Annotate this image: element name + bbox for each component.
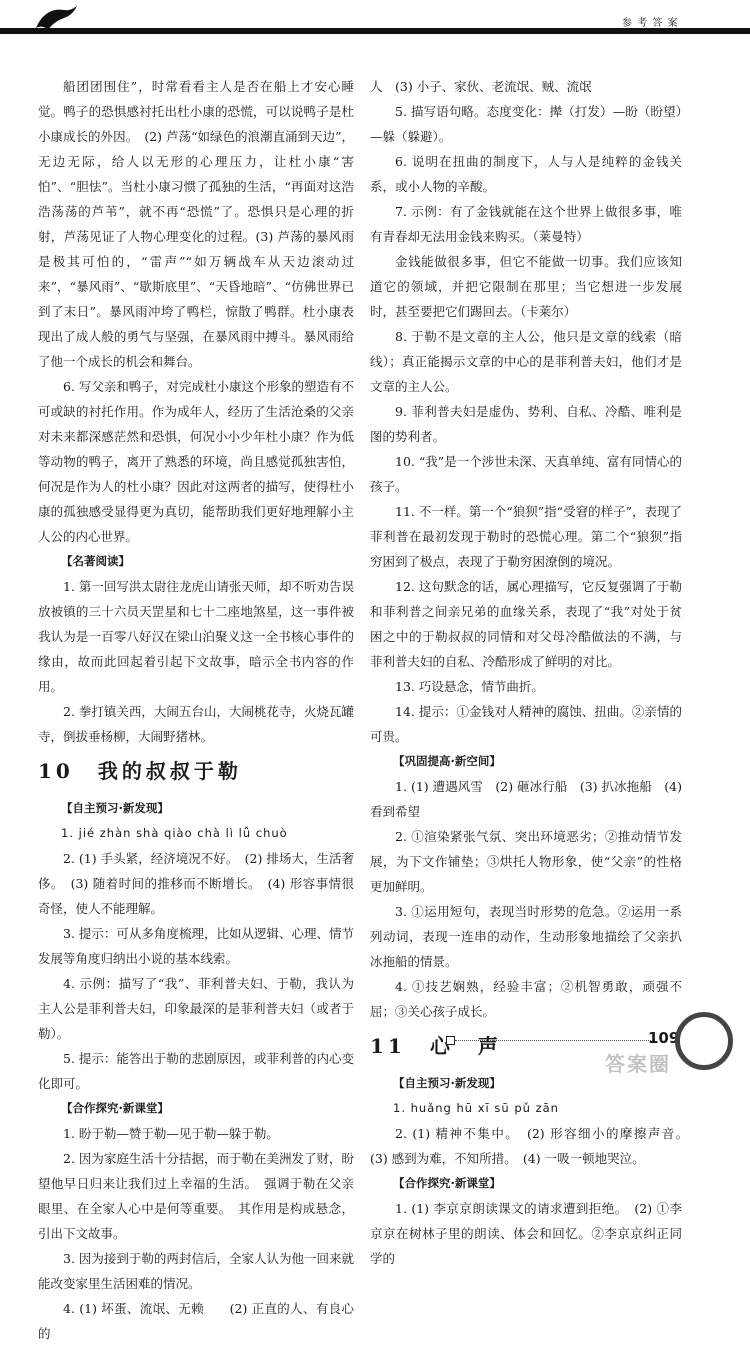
paragraph: 1. 盼于勒—赞于勒—见于勒—躲于勒。 (63, 1126, 279, 1141)
paragraph: 3. ①运用短句，表现当时形势的危急。②运用一系列动词，表现一连串的动作，生动形象地描绘了父亲扒冰拖船的情景。 (370, 904, 682, 969)
section-heading: 【名著阅读】 (61, 554, 130, 568)
paragraph: 1. (1) 遭遇风雪 (2) 砸冰行船 (3) 扒冰拖船 (4) 看到希望 (370, 779, 682, 819)
footer-square-icon (446, 1036, 455, 1045)
paragraph: 1. 第一回写洪太尉往龙虎山请张天师，却不听劝告误放被镇的三十六员天罡星和七十二座地煞星，这一事件被我认为是一百零八好汉在梁山泊聚义这一全书核心事件的缘由，故而此回起着引起下文故事，暗示全书内容的作用。 (38, 579, 354, 694)
section-heading: 【巩固提高·新空间】 (393, 754, 501, 768)
paragraph: 2. (1) 精神不集中。 (2) 形容细小的摩擦声音。 (3) 感到为难，不知所措。 (4) 一吸一顿地哭泣。 (370, 1126, 695, 1166)
paragraph: 4. (1) 坏蛋、流氓、无赖 (2) 正直的人、有良心的 (38, 1301, 354, 1341)
paragraph: 6. 说明在扭曲的制度下，人与人是纯粹的金钱关系，或小人物的辛酸。 (370, 154, 682, 194)
paragraph: 9. 菲利普夫妇是虚伪、势利、自私、冷酷、唯利是图的势利者。 (370, 404, 682, 444)
right-column (370, 74, 695, 1271)
paragraph: 2. 拳打镇关西，大闹五台山，大闹桃花寺，火烧瓦罐寺，倒拔垂杨柳，大闹野猪林。 (38, 704, 354, 744)
lesson-title: 10 我的叔叔于勒 (38, 759, 242, 783)
paragraph: 4. 示例：描写了“我”、菲利普夫妇、于勒，我认为主人公是菲利普夫妇，印象最深的是菲利普夫妇（或者于勒）。 (38, 976, 354, 1041)
paragraph: 12. 这句默念的话，属心理描写，它反复强调了于勒和菲利普之间亲兄弟的血缘关系，表现了“我”对处于贫困之中的于勒叔叔的同情和对父母冷酷做法的不满，与菲利普夫妇的自私、冷酷形成了鲜明的对比。 (370, 579, 682, 669)
paragraph: 1. (1) 李京京朗读课文的请求遭到拒绝。 (2) ①李京京在树林子里的朗读、体会和回忆。②李京京纠正同学的 (370, 1201, 682, 1266)
paragraph: 2. ①渲染紧张气氛、突出环境恶劣；②推动情节发展，为下文作铺垫；③烘托人物形象，使“父亲”的性格更加鲜明。 (370, 829, 682, 894)
page-number: 109 (648, 1029, 680, 1047)
paragraph: 11. 不一样。第一个“狼狈”指“受窘的样子”，表现了菲利普在最初发现于勒时的恐慌心理。第二个“狼狈”指穷困到了极点，表现了于勒穷困潦倒的境况。 (370, 504, 682, 569)
section-heading: 【合作探究·新课堂】 (61, 1101, 169, 1115)
paragraph: 10. “我”是一个涉世未深、天真单纯、富有同情心的孩子。 (370, 454, 682, 494)
left-column (38, 74, 354, 1346)
paragraph: 金钱能做很多事，但它不能做一切事。我们应该知道它的领域，并把它限制在那里；当它想进一步发展时，甚至要把它们踢回去。（卡莱尔） (370, 254, 682, 319)
paragraph: 8. 于勒不是文章的主人公，他只是文章的线索（暗线）；真正能揭示文章的中心的是菲利普夫妇，他们才是文章的主人公。 (370, 329, 682, 394)
header-label: 参 考 答 案 (622, 18, 679, 29)
pinyin-line: 1. huǎng hū xī sū pǔ zān (393, 1101, 559, 1115)
section-heading: 【合作探究·新课堂】 (393, 1176, 501, 1190)
paragraph: 14. 提示：①金钱对人精神的腐蚀、扭曲。②亲情的可贵。 (370, 704, 682, 744)
lesson-title: 11 心 声 (370, 1034, 502, 1058)
paragraph: 6. 写父亲和鸭子，对完成杜小康这个形象的塑造有不可或缺的衬托作用。作为成年人，经历了生活沧桑的父亲对未来都深感茫然和恐惧，何况小小少年杜小康？作为低等动物的鸭子，离开了熟悉的环境，尚且感觉孤独害怕，何况是作为人的杜小康？因此对这两者的描写，使得杜小康的孤独感受显得更为真切，能帮助我们更好地理解小主人公的内心世界。 (38, 379, 354, 544)
paragraph: 3. 提示：可从多角度梳理，比如从逻辑、心理、情节发展等角度归纳出小说的基本线索。 (38, 926, 354, 966)
paragraph: 3. 因为接到于勒的两封信后，全家人认为他一回来就能改变家里生活困难的情况。 (38, 1251, 354, 1291)
paragraph: 船团团围住”，时常看看主人是否在船上才安心睡觉。鸭子的恐惧感衬托出杜小康的恐慌，可以说鸭子是杜小康成长的外因。 (2) 芦荡“如绿色的浪潮直涌到天边”，无边无际，给人以无形的心理压力，让杜小康“害怕”、“胆怯”。当杜小康习惯了孤独的生活，“再面对这浩浩荡荡的芦苇”，就不再“恐慌”了。恐惧只是心理的折射，芦荡见证了人物心理变化的过程。(3) 芦荡的暴风雨是极其可怕的，“雷声”“如万辆战车从天边滚动过来”，“暴风雨”、“歇斯底里”、“天昏地暗”、“仿佛世界已到了末日”。暴风雨冲垮了鸭栏，惊散了鸭群。杜小康表现出了成人般的勇气与坚强，在暴风雨中搏斗。暴风雨给了他一个成长的机会和舞台。 (38, 79, 354, 369)
bird-logo-icon (34, 4, 78, 34)
paragraph: 2. 因为家庭生活十分拮据，而于勒在美洲发了财，盼望他早日归来让我们过上幸福的生活。 强调于勒在父亲眼里、在全家人心中是何等重要。 其作用是构成悬念，引出下文故事。 (38, 1151, 354, 1241)
section-heading: 【自主预习·新发现】 (393, 1076, 501, 1090)
paragraph: 5. 提示：能答出于勒的悲剧原因，或菲利普的内心变化即可。 (38, 1051, 354, 1091)
paragraph: 13. 巧设悬念，情节曲折。 (395, 679, 544, 694)
watermark: 答案圈 (605, 1052, 671, 1076)
section-heading: 【自主预习·新发现】 (61, 801, 169, 815)
paragraph: 2. (1) 手头紧，经济境况不好。 (2) 排场大，生活奢侈。 (3) 随着时间的推移而不断增长。 (4) 形容事情很奇怪，使人不能理解。 (38, 851, 354, 916)
paragraph: 人 (3) 小子、家伙、老流氓、贼、流氓 (370, 79, 592, 94)
paragraph: 4. ①技艺娴熟，经验丰富；②机智勇敢，顽强不屈；③关心孩子成长。 (370, 979, 682, 1019)
footer-divider (455, 1040, 655, 1041)
paragraph: 5. 描写语句略。态度变化：撵（打发）—盼（盼望）—躲（躲避）。 (370, 104, 682, 144)
pinyin-line: 1. jié zhàn shà qiào chà lì lǚ chuò (61, 826, 288, 840)
paragraph: 7. 示例：有了金钱就能在这个世界上做很多事，唯有青春却无法用金钱来购买。（莱曼特） (370, 204, 682, 244)
